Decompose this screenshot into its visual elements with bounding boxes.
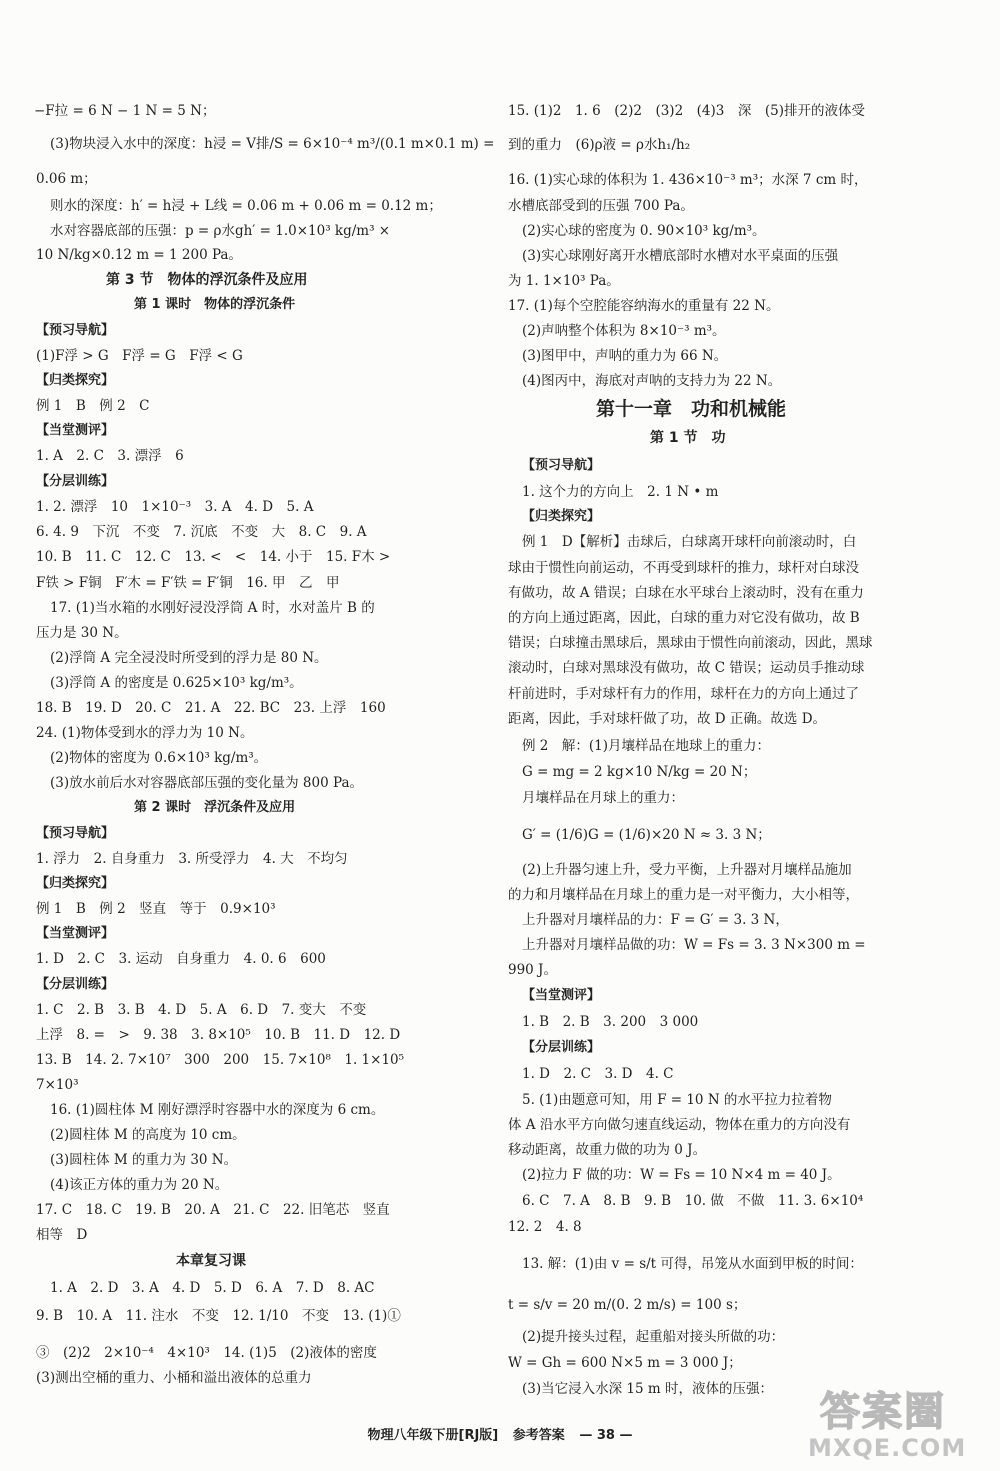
text-line: 移动距离，故重力做的功为 0 J。 [508, 1142, 707, 1158]
text-line: 1. 2. 漂浮 10 1×10⁻³ 3. A 4. D 5. A [36, 499, 314, 515]
text-line: 上升器对月壤样品做的功：W = Fs = 3. 3 N×300 m = [522, 937, 866, 953]
section-tag: 【分层训练】 [522, 1040, 601, 1055]
text-line: (1)F浮 > G F浮 = G F浮 < G [36, 348, 243, 364]
text-line: (3)当它浸入水深 15 m 时，液体的压强： [522, 1381, 773, 1397]
text-line: 10 N/kg×0.12 m = 1 200 Pa。 [36, 247, 242, 263]
footer-book-title: 物理八年级下册[RJ版] [367, 1428, 499, 1443]
text-line: (2)实心球的密度为 0. 90×10³ kg/m³。 [522, 223, 766, 239]
text-line: 上升器对月壤样品的力：F = G′ = 3. 3 N， [522, 912, 789, 928]
text-line: 1. 这个力的方向上 2. 1 N • m [522, 484, 719, 500]
watermark-text: 答案圈 [820, 1389, 946, 1435]
section-tag: 【归类探究】 [522, 509, 601, 524]
text-line: 球由于惯性向前运动，不再受到球杆的推力，球杆对白球没 [508, 560, 859, 576]
text-line: 16. (1)实心球的体积为 1. 436×10⁻³ m³；水深 7 cm 时， [508, 172, 868, 188]
watermark-logo [800, 1380, 980, 1460]
text-line: 17. (1)每个空腔能容纳海水的重量有 22 N。 [508, 298, 780, 314]
text-line: G′ = (1/6)G = (1/6)×20 N ≈ 3. 3 N； [522, 827, 771, 843]
text-line: −F拉 = 6 N − 1 N = 5 N； [34, 103, 216, 119]
text-line: 1. A 2. D 3. A 4. D 5. D 6. A 7. D 8. AC [50, 1280, 375, 1296]
page-number: — 38 — [579, 1428, 633, 1443]
text-line: (2)声呐整个体积为 8×10⁻³ m³。 [522, 323, 726, 339]
text-line: (3)实心球刚好离开水槽底部时水槽对水平桌面的压强 [522, 248, 839, 264]
text-line: 13. B 14. 2. 7×10⁷ 300 200 15. 7×10⁸ 1. 1×10⁵ [36, 1052, 405, 1068]
text-line: (2)圆柱体 M 的高度为 10 cm。 [50, 1127, 246, 1143]
text-line: 5. (1)由题意可知，用 F = 10 N 的水平拉力拉着物 [522, 1092, 832, 1108]
text-line: 7×10³ [36, 1077, 79, 1093]
text-line: 1. 浮力 2. 自身重力 3. 所受浮力 4. 大 不均匀 [36, 851, 348, 867]
text-line: 1. D 2. C 3. D 4. C [522, 1066, 674, 1082]
section-tag: 【预习导航】 [36, 826, 115, 841]
section-tag: 【当堂测评】 [36, 926, 115, 941]
lesson-title: 第 1 课时 物体的浮沉条件 [134, 297, 296, 312]
text-line: 例 2 解：(1)月壤样品在地球上的重力： [522, 738, 771, 754]
section-tag: 【归类探究】 [36, 876, 115, 891]
text-line: 1. B 2. B 3. 200 3 000 [522, 1014, 699, 1030]
text-line: 体 A 沿水平方向做匀速直线运动，物体在重力的方向没有 [508, 1117, 851, 1133]
text-line: t = s/v = 20 m/(0. 2 m/s) = 100 s； [508, 1297, 747, 1313]
text-line: 例 1 B 例 2 C [36, 398, 150, 414]
section-tag: 【预习导航】 [522, 458, 601, 473]
text-line: 则水的深度：h′ = h浸 + L线 = 0.06 m + 0.06 m = 0.12 m； [50, 198, 442, 214]
text-line: 错误；白球撞击黑球后，黑球由于惯性向前滚动，因此，黑球 [508, 635, 873, 651]
text-line: 10. B 11. C 12. C 13. < < 14. 小于 15. F木 > [36, 549, 391, 565]
section-title: 第 1 节 功 [650, 430, 726, 446]
text-line: (2)物体的密度为 0.6×10³ kg/m³。 [50, 750, 268, 766]
text-line: 18. B 19. D 20. C 21. A 22. BC 23. 上浮 160 [36, 700, 386, 716]
text-line: 例 1 B 例 2 竖直 等于 0.9×10³ [36, 901, 276, 917]
text-line: 例 1 D【解析】击球后，白球离开球杆向前滚动时，白 [522, 534, 857, 550]
watermark-url: MXQE.COM [808, 1434, 967, 1462]
text-line: 12. 2 4. 8 [508, 1219, 582, 1235]
text-line: 15. (1)2 1. 6 (2)2 (3)2 (4)3 深 (5)排开的液体受 [508, 103, 865, 119]
text-line: ③ (2)2 2×10⁻⁴ 4×10³ 14. (1)5 (2)液体的密度 [36, 1345, 377, 1361]
footer-section: 参考答案 [512, 1428, 565, 1443]
text-line: 1. C 2. B 3. B 4. D 5. A 6. D 7. 变大 不变 [36, 1002, 367, 1018]
text-line: (3)图甲中，声呐的重力为 66 N。 [522, 348, 728, 364]
text-line: (3)圆柱体 M 的重力为 30 N。 [50, 1152, 238, 1168]
text-line: 压力是 30 N。 [36, 625, 128, 641]
text-line: 0.06 m； [36, 171, 97, 187]
text-line: (3)测出空桶的重力、小桶和溢出液体的总重力 [36, 1370, 312, 1386]
text-line: 相等 D [36, 1227, 88, 1243]
text-line: 24. (1)物体受到水的浮力为 10 N。 [36, 725, 254, 741]
section-tag: 【分层训练】 [36, 977, 115, 992]
text-line: 17. C 18. C 19. B 20. A 21. C 22. 旧笔芯 竖直 [36, 1202, 390, 1218]
text-line: 水槽底部受到的压强 700 Pa。 [508, 198, 694, 214]
text-line: W = Gh = 600 N×5 m = 3 000 J； [508, 1355, 742, 1371]
section-tag: 【当堂测评】 [36, 423, 115, 438]
text-line: 1. D 2. C 3. 运动 自身重力 4. 0. 6 600 [36, 951, 326, 967]
section-tag: 【分层训练】 [36, 474, 115, 489]
text-line: (3)浮筒 A 的密度是 0.625×10³ kg/m³。 [50, 675, 303, 691]
text-line: 的方向上通过距离，因此，白球的重力对它没有做功，故 B [508, 610, 860, 626]
text-line: 13. 解：(1)由 v = s/t 可得，吊笼从水面到甲板的时间： [522, 1256, 863, 1272]
text-line: G = mg = 2 kg×10 N/kg = 20 N； [522, 764, 757, 780]
text-line: 6. 4. 9 下沉 不变 7. 沉底 不变 大 8. C 9. A [36, 524, 367, 540]
text-line: 到的重力 (6)ρ液 = ρ水h₁/h₂ [508, 137, 691, 153]
text-line: 为 1. 1×10³ Pa。 [508, 273, 620, 289]
text-line: (2)提升接头过程，起重船对接头所做的功： [522, 1329, 785, 1345]
text-line: (2)上升器匀速上升，受力平衡，上升器对月壤样品施加 [522, 862, 852, 878]
chapter-title: 第十一章 功和机械能 [596, 398, 787, 420]
text-line: 17. (1)当水箱的水刚好浸没浮筒 A 时，水对盖片 B 的 [50, 600, 375, 616]
section-tag: 【预习导航】 [36, 323, 115, 338]
section-tag: 【当堂测评】 [522, 988, 601, 1003]
text-line: (2)浮筒 A 完全浸没时所受到的浮力是 80 N。 [50, 650, 328, 666]
lesson-title: 第 2 课时 浮沉条件及应用 [134, 800, 296, 815]
text-line: 的力和月壤样品在月球上的重力是一对平衡力，大小相等， [508, 887, 859, 903]
section-title: 本章复习课 [176, 1253, 246, 1269]
text-line: 1. A 2. C 3. 漂浮 6 [36, 448, 184, 464]
text-line: (2)拉力 F 做的功：W = Fs = 10 N×4 m = 40 J。 [522, 1167, 841, 1183]
text-line: 滚动时，白球对黑球没有做功，故 C 错误；运动员手推动球 [508, 660, 865, 676]
text-line: 距离，因此，手对球杆做了功，故 D 正确。故选 D。 [508, 711, 827, 727]
text-line: (3)物块浸入水中的深度：h浸 = V排/S = 6×10⁻⁴ m³/(0.1 m×0.1 m) = [50, 136, 495, 152]
text-line: 16. (1)圆柱体 M 刚好漂浮时容器中水的深度为 6 cm。 [50, 1102, 385, 1118]
text-line: 有做功，故 A 错误；白球在水平球台上滚动时，没有在重力 [508, 585, 864, 601]
text-line: 6. C 7. A 8. B 9. B 10. 做 不做 11. 3. 6×10⁴ [522, 1193, 864, 1209]
section-title: 第 3 节 物体的浮沉条件及应用 [106, 272, 308, 288]
text-line: 上浮 8. = > 9. 38 3. 8×10⁵ 10. B 11. D 12. D [36, 1027, 401, 1043]
text-line: (3)放水前后水对容器底部压强的变化量为 800 Pa。 [50, 775, 363, 791]
text-line: 990 J。 [508, 962, 557, 978]
text-line: (4)图丙中，海底对声呐的支持力为 22 N。 [522, 373, 782, 389]
text-line: F铁 > F铜 F′木 = F′铁 = F′铜 16. 甲 乙 甲 [36, 575, 340, 591]
text-line: 水对容器底部的压强：p = ρ水gh′ = 1.0×10³ kg/m³ × [50, 223, 391, 239]
text-line: (4)该正方体的重力为 20 N。 [50, 1177, 229, 1193]
text-line: 杆前进时，手对球杆有力的作用，球杆在力的方向上通过了 [508, 686, 859, 702]
text-line: 月壤样品在月球上的重力： [522, 790, 684, 806]
section-tag: 【归类探究】 [36, 373, 115, 388]
text-line: 9. B 10. A 11. 注水 不变 12. 1/10 不变 13. (1)① [36, 1308, 401, 1324]
